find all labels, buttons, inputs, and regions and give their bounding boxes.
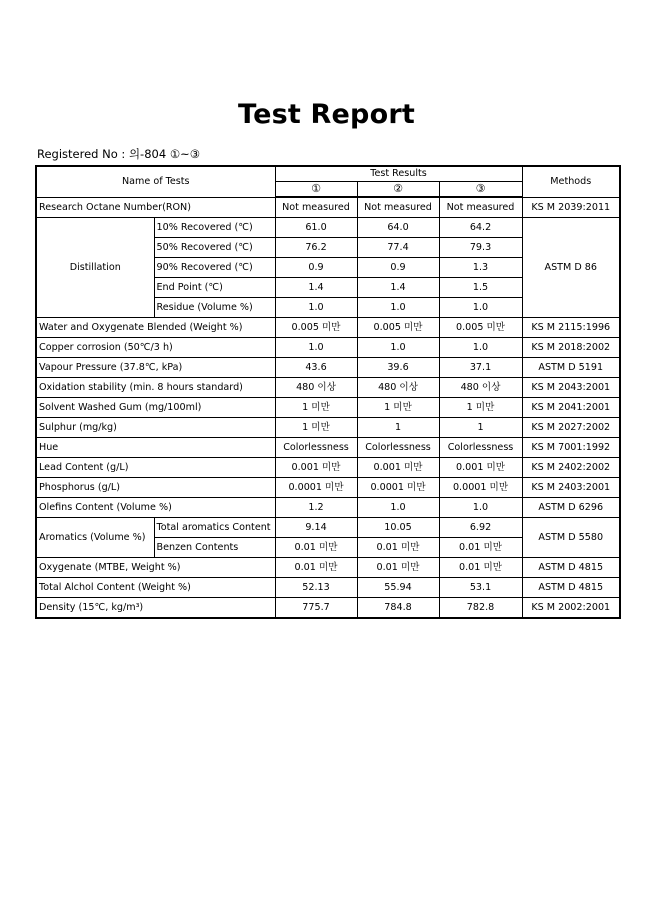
- result-2: 1.0: [357, 298, 439, 318]
- result-2: 10.05: [357, 518, 439, 538]
- result-3: 53.1: [439, 578, 522, 598]
- table-row: [36, 438, 620, 458]
- table-row: [36, 218, 620, 238]
- test-name: Density (15℃, kg/m³): [36, 598, 275, 619]
- result-1: 0.01 미만: [275, 538, 357, 558]
- result-3: 1: [439, 418, 522, 438]
- result-1: 1.0: [275, 298, 357, 318]
- test-subname: 10% Recovered (℃): [154, 218, 275, 238]
- test-name: Water and Oxygenate Blended (Weight %): [36, 318, 275, 338]
- table-row: [36, 318, 620, 338]
- test-method: ASTM D 5191: [522, 358, 620, 378]
- result-2: 0.005 미만: [357, 318, 439, 338]
- test-name: Total Alchol Content (Weight %): [36, 578, 275, 598]
- result-1: Not measured: [275, 197, 357, 218]
- result-3: 0.01 미만: [439, 538, 522, 558]
- result-1: 0.01 미만: [275, 558, 357, 578]
- result-2: 0.001 미만: [357, 458, 439, 478]
- result-2: 1 미만: [357, 398, 439, 418]
- result-1: Colorlessness: [275, 438, 357, 458]
- result-2: 0.01 미만: [357, 558, 439, 578]
- test-subname: Benzen Contents: [154, 538, 275, 558]
- result-3: 480 이상: [439, 378, 522, 398]
- result-2: 39.6: [357, 358, 439, 378]
- test-name: Lead Content (g/L): [36, 458, 275, 478]
- header-methods: Methods: [522, 166, 620, 197]
- test-method: ASTM D 5580: [522, 518, 620, 558]
- table-row: [36, 418, 620, 438]
- result-3: Not measured: [439, 197, 522, 218]
- result-2: 1: [357, 418, 439, 438]
- registered-number: Registered No : 의-804 ①~③: [37, 147, 201, 161]
- result-3: 1.0: [439, 298, 522, 318]
- result-1: 0.005 미만: [275, 318, 357, 338]
- test-subname: 90% Recovered (℃): [154, 258, 275, 278]
- test-subname: Total aromatics Content: [154, 518, 275, 538]
- result-1: 76.2: [275, 238, 357, 258]
- result-2: 64.0: [357, 218, 439, 238]
- test-method: ASTM D 4815: [522, 578, 620, 598]
- result-3: 0.005 미만: [439, 318, 522, 338]
- result-2: 55.94: [357, 578, 439, 598]
- result-3: 6.92: [439, 518, 522, 538]
- result-3: 1.5: [439, 278, 522, 298]
- result-2: 1.0: [357, 498, 439, 518]
- header-test-results: Test Results: [275, 166, 522, 182]
- header-sample-2: ②: [357, 182, 439, 198]
- table-row: [36, 478, 620, 498]
- result-1: 61.0: [275, 218, 357, 238]
- test-method: ASTM D 4815: [522, 558, 620, 578]
- result-1: 1.4: [275, 278, 357, 298]
- table-row: [36, 518, 620, 538]
- result-1: 52.13: [275, 578, 357, 598]
- test-method: KS M 2041:2001: [522, 398, 620, 418]
- result-1: 43.6: [275, 358, 357, 378]
- result-2: 0.01 미만: [357, 538, 439, 558]
- table-row: [36, 498, 620, 518]
- result-1: 0.001 미만: [275, 458, 357, 478]
- test-name: Oxygenate (MTBE, Weight %): [36, 558, 275, 578]
- result-1: 1.0: [275, 338, 357, 358]
- result-1: 775.7: [275, 598, 357, 619]
- aromatics-group-label: Aromatics (Volume %): [36, 518, 154, 558]
- result-2: 1.4: [357, 278, 439, 298]
- test-method: ASTM D 6296: [522, 498, 620, 518]
- result-3: 1.0: [439, 498, 522, 518]
- table-row: [36, 197, 620, 218]
- result-2: 784.8: [357, 598, 439, 619]
- test-method: KS M 2002:2001: [522, 598, 620, 619]
- result-1: 1 미만: [275, 418, 357, 438]
- result-1: 1.2: [275, 498, 357, 518]
- test-name: Hue: [36, 438, 275, 458]
- result-2: 77.4: [357, 238, 439, 258]
- test-method: KS M 2403:2001: [522, 478, 620, 498]
- table-row: [36, 358, 620, 378]
- page-title: Test Report: [238, 99, 415, 130]
- test-name: Copper corrosion (50℃/3 h): [36, 338, 275, 358]
- result-1: 480 이상: [275, 378, 357, 398]
- result-3: Colorlessness: [439, 438, 522, 458]
- result-2: 480 이상: [357, 378, 439, 398]
- result-2: Not measured: [357, 197, 439, 218]
- test-name: Sulphur (mg/kg): [36, 418, 275, 438]
- test-method: KS M 7001:1992: [522, 438, 620, 458]
- result-2: 1.0: [357, 338, 439, 358]
- result-1: 0.9: [275, 258, 357, 278]
- test-subname: Residue (Volume %): [154, 298, 275, 318]
- result-3: 0.01 미만: [439, 558, 522, 578]
- result-1: 0.0001 미만: [275, 478, 357, 498]
- table-row: [36, 398, 620, 418]
- test-name: Olefins Content (Volume %): [36, 498, 275, 518]
- result-2: 0.0001 미만: [357, 478, 439, 498]
- result-3: 0.001 미만: [439, 458, 522, 478]
- test-method: KS M 2027:2002: [522, 418, 620, 438]
- test-method: KS M 2039:2011: [522, 197, 620, 218]
- table-row: [36, 558, 620, 578]
- test-method: ASTM D 86: [522, 218, 620, 318]
- result-3: 782.8: [439, 598, 522, 619]
- test-subname: End Point (℃): [154, 278, 275, 298]
- test-name: Phosphorus (g/L): [36, 478, 275, 498]
- test-name: Research Octane Number(RON): [36, 197, 275, 218]
- result-1: 1 미만: [275, 398, 357, 418]
- test-name: Solvent Washed Gum (mg/100ml): [36, 398, 275, 418]
- test-subname: 50% Recovered (℃): [154, 238, 275, 258]
- test-method: KS M 2402:2002: [522, 458, 620, 478]
- result-3: 1.3: [439, 258, 522, 278]
- test-method: KS M 2018:2002: [522, 338, 620, 358]
- table-row: [36, 378, 620, 398]
- header-name-of-tests: Name of Tests: [36, 166, 275, 197]
- table-row: [36, 578, 620, 598]
- header-sample-3: ③: [439, 182, 522, 198]
- result-2: Colorlessness: [357, 438, 439, 458]
- distillation-group-label: Distillation: [36, 218, 154, 318]
- result-3: 1.0: [439, 338, 522, 358]
- test-method: KS M 2115:1996: [522, 318, 620, 338]
- result-3: 64.2: [439, 218, 522, 238]
- test-name: Oxidation stability (min. 8 hours standard): [36, 378, 275, 398]
- test-method: KS M 2043:2001: [522, 378, 620, 398]
- result-3: 1 미만: [439, 398, 522, 418]
- table-row: [36, 338, 620, 358]
- header-row: [36, 166, 620, 182]
- header-sample-1: ①: [275, 182, 357, 198]
- result-3: 0.0001 미만: [439, 478, 522, 498]
- table-row: [36, 458, 620, 478]
- result-3: 79.3: [439, 238, 522, 258]
- result-2: 0.9: [357, 258, 439, 278]
- test-report-table: [35, 165, 621, 619]
- result-3: 37.1: [439, 358, 522, 378]
- table-row: [36, 598, 620, 619]
- result-1: 9.14: [275, 518, 357, 538]
- test-name: Vapour Pressure (37.8℃, kPa): [36, 358, 275, 378]
